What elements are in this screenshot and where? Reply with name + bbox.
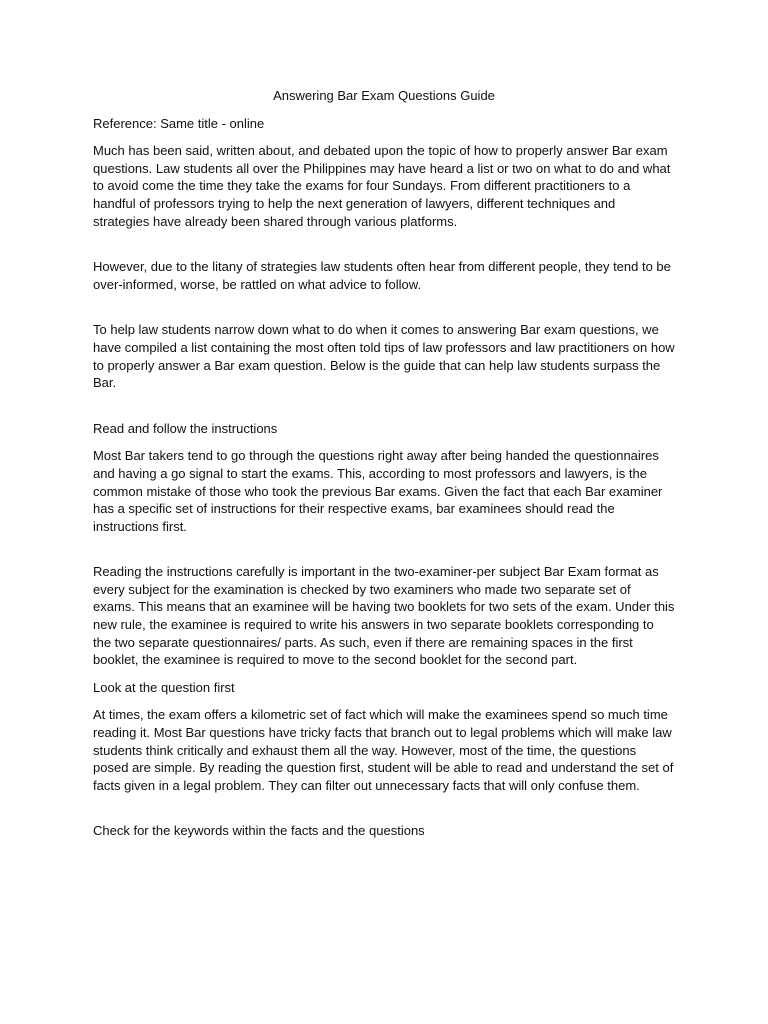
paragraph-question-first: At times, the exam offers a kilometric set of fact which will make the examinees spend so much time reading it. Most Bar questions have tricky facts that branch out to legal problems which will make law students think critically and exhaust them all the way. However, most of the time, the questions posed are simple. By reading the question first, student will be able to read and understand the set of facts given in a legal problem. They can filter out unnecessary facts that will only confuse them. xyxy=(93,707,674,793)
paragraph-guide-purpose: To help law students narrow down what to do when it comes to answering Bar exam questions, we have compiled a list containing the most often told tips of law professors and law practitioners on how to properly answer a Bar exam question. Below is the guide that can help law students surpass the Bar. xyxy=(93,322,675,391)
paragraph-overinformed: However, due to the litany of strategies law students often hear from different people, they tend to be over-informed, worse, be rattled on what advice to follow. xyxy=(93,259,671,292)
document-body xyxy=(93,87,675,840)
reference-line: Reference: Same title - online xyxy=(93,115,265,131)
heading-question-first: Look at the question first xyxy=(93,679,235,695)
document-title: Answering Bar Exam Questions Guide xyxy=(273,88,495,103)
paragraph-two-examiner-format: Reading the instructions carefully is important in the two-examiner-per subject Bar Exam format as every subject for the examination is checked by two examiners who made two separate set of exams. This means that an examinee will be having two booklets for two sets of the exam. Under this new rule, the examinee is required to write his answers in two separate booklets corresponding to the two separate questionnaires/ parts. As such, even if there are remaining spaces in the first booklet, the examinee is required to move to the second booklet for the second part. xyxy=(93,564,675,668)
paragraph-read-instructions: Most Bar takers tend to go through the questions right away after being handed the questionnaires and having a go signal to start the exams. This, according to most professors and lawyers, is the common mistake of those who took the previous Bar exams. Given the fact that each Bar examiner has a specific set of instructions for their respective exams, bar examinees should read the instructions first. xyxy=(93,448,663,534)
heading-read-instructions: Read and follow the instructions xyxy=(93,420,278,436)
paragraph-intro: Much has been said, written about, and debated upon the topic of how to properly answer Bar exam questions. Law students all over the Philippines may have heard a list or two on what to do and what to avoid come the time they take the exams for four Sundays. From different practitioners to a handful of professors trying to help the next generation of lawyers, different techniques and strategies have already been shared through various platforms. xyxy=(93,143,671,229)
heading-keywords: Check for the keywords within the facts and the questions xyxy=(93,823,425,839)
